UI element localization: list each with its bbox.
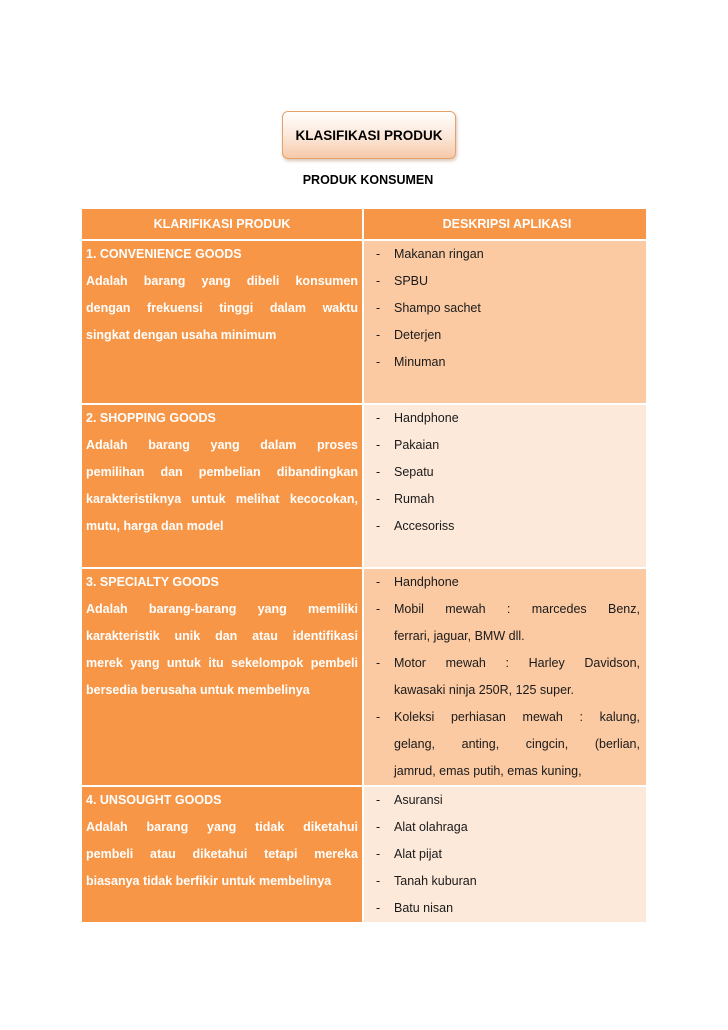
table-row (82, 241, 646, 405)
list-item: - Minuman (376, 355, 446, 369)
examples-cell (364, 241, 646, 403)
table-row (82, 787, 646, 924)
category-desc-line: karakteristiknya untuk melihat kecocokan, (86, 492, 358, 506)
list-item-continuation: ferrari, jaguar, BMW dll. (394, 629, 525, 643)
list-item: - Alat pijat (376, 847, 442, 861)
list-item: - Makanan ringan (376, 247, 484, 261)
category-desc-line: Adalah barang yang tidak diketahui (86, 820, 358, 834)
examples-cell (364, 569, 646, 785)
list-item: - Tanah kuburan (376, 874, 477, 888)
category-desc-line: Adalah barang yang dalam proses (86, 438, 358, 452)
category-heading: 1. CONVENIENCE GOODS (86, 247, 242, 261)
category-desc-line: singkat dengan usaha minimum (86, 328, 277, 342)
category-desc-line: karakteristik unik dan atau identifikasi (86, 629, 358, 643)
header-left: KLARIFIKASI PRODUK (82, 209, 364, 239)
header-right: DESKRIPSI APLIKASI (364, 209, 646, 239)
list-item: - Alat olahraga (376, 820, 468, 834)
category-heading: 4. UNSOUGHT GOODS (86, 793, 222, 807)
list-item-continuation: kawasaki ninja 250R, 125 super. (394, 683, 574, 697)
category-desc-line: bersedia berusaha untuk membelinya (86, 683, 310, 697)
category-heading: 3. SPECIALTY GOODS (86, 575, 219, 589)
page-subtitle: PRODUK KONSUMEN (302, 173, 434, 187)
category-cell (82, 787, 364, 922)
page-title: KLASIFIKASI PRODUK (295, 127, 443, 143)
list-item-continuation: gelang, anting, cingcin, (berlian, (394, 737, 640, 751)
list-item: - Handphone (376, 575, 459, 589)
list-item: - Mobil mewah : marcedes Benz, (376, 602, 640, 616)
table-row (82, 569, 646, 787)
title-box (282, 111, 456, 159)
category-desc-line: merek yang untuk itu sekelompok pembeli (86, 656, 358, 670)
category-desc-line: pemilihan dan pembelian dibandingkan (86, 465, 358, 479)
category-cell (82, 569, 364, 785)
category-cell (82, 405, 364, 567)
category-heading: 2. SHOPPING GOODS (86, 411, 216, 425)
list-item: - SPBU (376, 274, 429, 288)
list-item-continuation: jamrud, emas putih, emas kuning, (394, 764, 582, 778)
list-item: - Koleksi perhiasan mewah : kalung, (376, 710, 640, 724)
list-item: - Deterjen (376, 328, 442, 342)
category-desc-line: biasanya tidak berfikir untuk membelinya (86, 874, 332, 888)
list-item: - Motor mewah : Harley Davidson, (376, 656, 640, 670)
examples-cell (364, 405, 646, 567)
list-item: - Rumah (376, 492, 435, 506)
list-item: - Asuransi (376, 793, 443, 807)
list-item: - Shampo sachet (376, 301, 481, 315)
category-desc-line: dengan frekuensi tinggi dalam waktu (86, 301, 358, 315)
category-desc-line: pembeli atau diketahui tetapi mereka (86, 847, 358, 861)
list-item: - Accesoriss (376, 519, 455, 533)
examples-cell (364, 787, 646, 922)
list-item: - Pakaian (376, 438, 440, 452)
category-cell (82, 241, 364, 403)
list-item: - Handphone (376, 411, 459, 425)
list-item: - Sepatu (376, 465, 434, 479)
table-header-row (82, 209, 646, 241)
category-desc-line: Adalah barang yang dibeli konsumen (86, 274, 358, 288)
classification-table (82, 209, 646, 924)
category-desc-line: Adalah barang-barang yang memiliki (86, 602, 358, 616)
table-row (82, 405, 646, 569)
category-desc-line: mutu, harga dan model (86, 519, 224, 533)
list-item: - Batu nisan (376, 901, 454, 915)
